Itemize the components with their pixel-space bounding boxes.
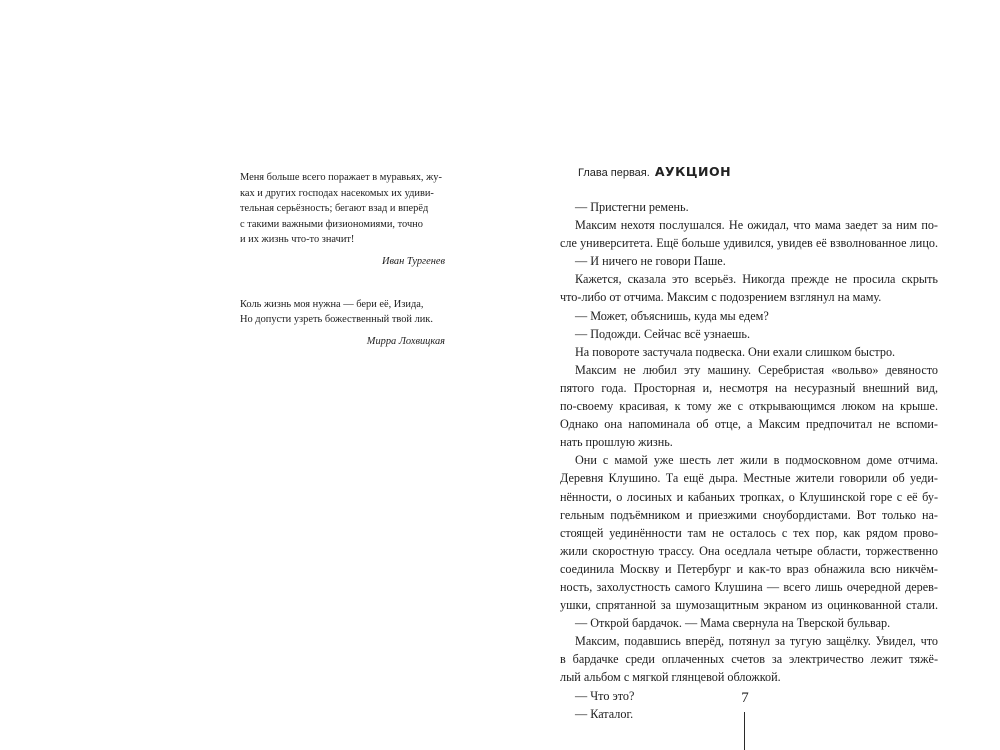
- chapter-heading: [578, 164, 731, 179]
- epigraphs-block: [240, 170, 445, 376]
- epigraph-author: Мирра Лохвицкая: [366, 335, 445, 347]
- epigraph-author: Иван Тургенев: [381, 255, 445, 267]
- body-line: Однако она напоминала об отце, а Максим предпочитал не вспоми-: [560, 417, 938, 432]
- body-line: Максим нехотя послушался. Не ожидал, что мама заедет за ним по-: [575, 218, 938, 233]
- body-line: что-либо от отчима. Максим с подозрением взглянул на маму.: [560, 290, 882, 305]
- epigraph-lokhvitskaya: [240, 297, 445, 350]
- body-line: — Может, объяснишь, куда мы едем?: [575, 308, 769, 323]
- body-line: — Подожди. Сейчас всё узнаешь.: [575, 326, 750, 341]
- chapter-body-text: [560, 198, 938, 723]
- body-line: — Открой бардачок. — Мама свернула на Тверской бульвар.: [575, 616, 891, 631]
- epigraph-turgenev: [240, 170, 445, 270]
- body-line: нённости, о лосиных и кабаньих тропках, о Клушинской горе с её бу-: [560, 489, 938, 504]
- page-number: 7: [741, 690, 749, 706]
- body-line: по-своему красивая, к тому же с открывающимся люком на крыше.: [560, 399, 938, 414]
- body-line: — Каталог.: [575, 706, 634, 721]
- page-number-rule: [744, 712, 745, 750]
- body-line: Кажется, сказала это всерьёз. Никогда прежде не просила скрыть: [575, 272, 938, 287]
- epigraph-line: Меня больше всего поражает в муравьях, жу-: [240, 172, 442, 183]
- chapter-title: АУКЦИОН: [654, 164, 732, 179]
- body-line: Деревня Клушино. Та ещё дыра. Местные жители говорили об уеди-: [560, 471, 938, 486]
- epigraph-line: с такими важными физиономиями, точно: [240, 218, 423, 230]
- body-line: сле университета. Ещё больше удивился, увидев её взволнованное лицо.: [560, 236, 938, 251]
- body-line: пятого года. Просторная и, несмотря на несуразный внешний вид,: [560, 380, 938, 395]
- epigraph-line: Коль жизнь моя нужна — бери её, Изида,: [240, 298, 424, 310]
- body-line: стоящей уединённости там не осталось с тех пор, как рядом прово-: [560, 525, 938, 540]
- body-line: соединила Москву и Петербург и как-то враз обнажила всю никчём-: [560, 561, 938, 576]
- body-line: нать прошлую жизнь.: [560, 435, 673, 450]
- body-line: На повороте застучала подвеска. Они ехали слишком быстро.: [575, 344, 896, 359]
- body-line: — Пристегни ремень.: [575, 200, 689, 214]
- epigraph-line: ках и других господах насекомых их удиви-: [240, 187, 434, 199]
- body-line: ность, захолустность самого Клушина — всего лишь очередной дерев-: [560, 579, 938, 594]
- body-line: гельным подъёмником и приезжими сноубордистами. Вот только на-: [560, 507, 938, 522]
- body-line: — И ничего не говори Паше.: [575, 254, 726, 269]
- epigraph-line: и их жизнь что-то значит!: [240, 234, 355, 246]
- body-line: лый альбом с мягкой глянцевой обложкой.: [560, 670, 781, 685]
- chapter-label: Глава первая.: [578, 167, 650, 179]
- body-line: жили скоростную трассу. Она оседлала четыре области, торжественно: [560, 543, 938, 558]
- epigraph-line: тельная серьёзность; бегают взад и вперёд: [240, 203, 429, 215]
- body-line: Максим, подавшись вперёд, потянул за тугую защёлку. Увидел, что: [575, 634, 938, 649]
- body-line: Максим не любил эту машину. Серебристая «вольво» девяносто: [575, 362, 938, 377]
- epigraph-line: Но допусти узреть божественный твой лик.: [240, 314, 433, 326]
- body-line: Они с мамой уже шесть лет жили в подмосковном доме отчима.: [575, 453, 938, 468]
- body-line: — Что это?: [575, 688, 635, 703]
- body-line: ушки, спрятанной за шумозащитным экраном из оцинкованной стали.: [560, 598, 938, 613]
- body-line: в бардачке среди оплаченных счетов за электричество лежит тяжё-: [560, 652, 938, 667]
